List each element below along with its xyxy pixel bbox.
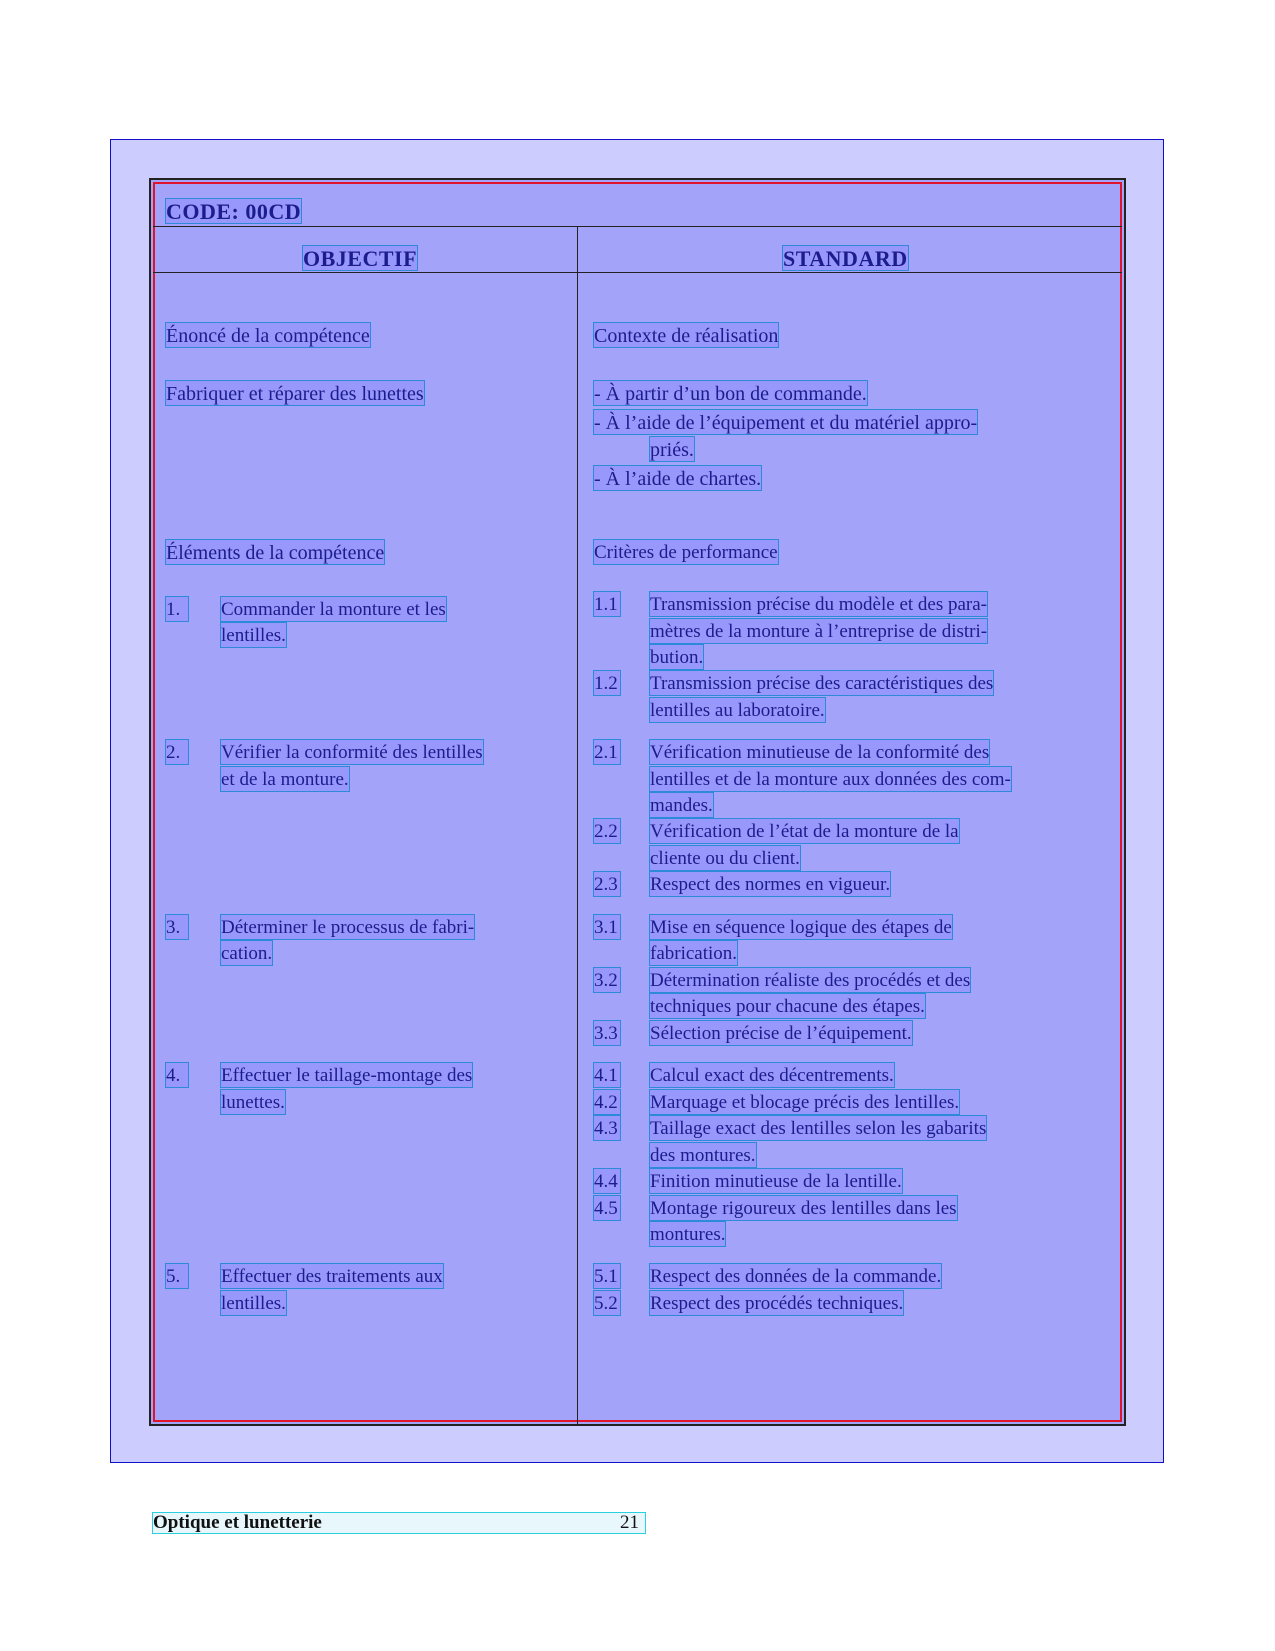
criterion-line: lentilles au laboratoire.	[650, 700, 825, 721]
criterion-line: lentilles et de la monture aux données des com-	[650, 769, 1011, 790]
criterion-number: 5.1	[594, 1264, 620, 1288]
contexte-item: - À l’aide de l’équipement et du matériel appro-	[594, 412, 978, 434]
contexte-item: - À l’aide de chartes.	[594, 468, 762, 490]
column-divider	[577, 227, 578, 1426]
criterion-line: Respect des procédés techniques.	[650, 1293, 904, 1314]
criterion-line: Mise en séquence logique des étapes de	[650, 917, 952, 938]
criterion-line: des montures.	[650, 1145, 756, 1166]
criterion-line: Taillage exact des lentilles selon les gabarits	[650, 1118, 987, 1139]
element-number: 2.	[166, 740, 188, 764]
criterion-line: Montage rigoureux des lentilles dans les	[650, 1198, 957, 1219]
elements-title: Éléments de la compétence	[166, 542, 385, 564]
criterion-line: Sélection précise de l’équipement.	[650, 1023, 912, 1044]
criterion-line: fabrication.	[650, 943, 738, 964]
criterion-number: 4.2	[594, 1090, 620, 1114]
criterion-line: Finition minutieuse de la lentille.	[650, 1171, 902, 1192]
criteres-title: Critères de performance	[594, 542, 778, 563]
element-number: 4.	[166, 1063, 188, 1087]
criterion-line: Respect des données de la commande.	[650, 1266, 942, 1287]
criterion-number: 2.3	[594, 872, 620, 896]
criterion-number: 1.1	[594, 592, 620, 616]
element-number: 1.	[166, 597, 188, 621]
criterion-number: 4.1	[594, 1063, 620, 1087]
element-line: lentilles.	[221, 1293, 286, 1314]
criterion-number: 3.2	[594, 968, 620, 992]
criterion-line: Calcul exact des décentrements.	[650, 1065, 894, 1086]
criterion-line: Détermination réaliste des procédés et des	[650, 970, 971, 991]
criterion-line: Vérification minutieuse de la conformité des	[650, 742, 990, 763]
element-line: Effectuer le taillage-montage des	[221, 1065, 473, 1086]
criterion-number: 2.2	[594, 819, 620, 843]
criterion-number: 1.2	[594, 671, 620, 695]
criterion-number: 4.4	[594, 1169, 620, 1193]
element-line: Effectuer des traitements aux	[221, 1266, 443, 1287]
element-line: lunettes.	[221, 1092, 285, 1113]
criterion-number: 3.1	[594, 915, 620, 939]
header-divider-bottom	[153, 272, 1122, 273]
element-line: cation.	[221, 943, 273, 964]
criterion-line: Vérification de l’état de la monture de la	[650, 821, 959, 842]
contexte-item: - À partir d’un bon de commande.	[594, 383, 867, 405]
criterion-number: 4.3	[594, 1116, 620, 1140]
contexte-item-continued: priés.	[650, 439, 694, 461]
page-number: 21	[620, 1512, 639, 1533]
competence-table	[149, 178, 1126, 1426]
code-label: CODE: 00CD	[166, 199, 302, 224]
page-footer	[152, 1512, 646, 1534]
element-line: Déterminer le processus de fabri-	[221, 917, 475, 938]
enonce-title: Énoncé de la compétence	[166, 325, 370, 347]
criterion-line: techniques pour chacune des étapes.	[650, 996, 925, 1017]
standard-header: STANDARD	[783, 246, 908, 271]
criterion-number: 4.5	[594, 1196, 620, 1220]
criterion-number: 3.3	[594, 1021, 620, 1045]
element-number: 3.	[166, 915, 188, 939]
criterion-line: mètres de la monture à l’entreprise de distri-	[650, 621, 988, 642]
contexte-title: Contexte de réalisation	[594, 325, 779, 347]
criterion-line: Marquage et blocage précis des lentilles.	[650, 1092, 960, 1113]
criterion-line: montures.	[650, 1224, 726, 1245]
element-line: et de la monture.	[221, 769, 349, 790]
criterion-line: Respect des normes en vigueur.	[650, 874, 891, 895]
objectif-header: OBJECTIF	[303, 246, 418, 271]
element-line: Commander la monture et les	[221, 599, 446, 620]
criterion-number: 5.2	[594, 1291, 620, 1315]
criterion-line: cliente ou du client.	[650, 848, 800, 869]
criterion-number: 2.1	[594, 740, 620, 764]
enonce-text: Fabriquer et réparer des lunettes	[166, 383, 424, 405]
criterion-line: Transmission précise des caractéristiques des	[650, 673, 994, 694]
element-line: Vérifier la conformité des lentilles	[221, 742, 483, 763]
criterion-line: mandes.	[650, 795, 713, 816]
footer-title: Optique et lunetterie	[153, 1512, 322, 1533]
criterion-line: bution.	[650, 647, 704, 668]
element-line: lentilles.	[221, 625, 286, 646]
element-number: 5.	[166, 1264, 188, 1288]
criterion-line: Transmission précise du modèle et des para-	[650, 594, 987, 615]
header-divider-top	[153, 226, 1122, 227]
